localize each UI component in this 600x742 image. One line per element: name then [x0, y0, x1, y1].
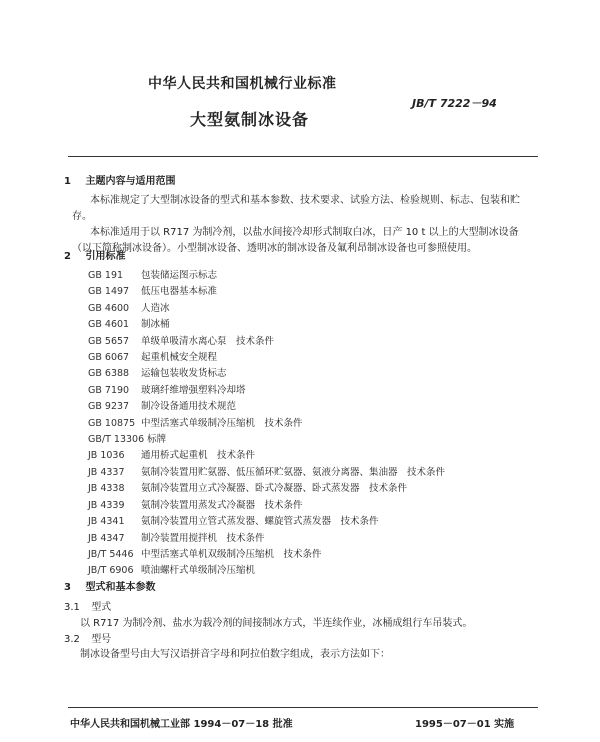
reference-code: GB 7190 — [88, 384, 130, 396]
reference-code: GB 9237 — [88, 401, 130, 413]
paragraph: 本标准规定了大型制冰设备的型式和基本参数、技术要求、试验方法、检验规则、标志、包装和贮存。 — [72, 195, 520, 222]
reference-title: 低压电器基本标准 — [141, 286, 218, 298]
paragraph: 本标准适用于以 R717 为制冷剂，以盐水间接冷却形式制取白冰，日产 10 t 以上的大型制冰设备（以下简称制冰设备）。小型制冰设备、透明冰的制冰设备及氟利昂制冰设备也可参照使用。 — [72, 227, 519, 254]
section-2-heading — [64, 247, 125, 262]
reference-title: 制冷装置用搅拌机 技术条件 — [141, 532, 265, 544]
subsection-title: 型式 — [91, 602, 112, 613]
reference-code: GB 4601 — [88, 319, 130, 331]
section-title: 引用标准 — [85, 251, 126, 262]
section-number: 2 — [64, 251, 71, 262]
section-3-heading — [64, 578, 155, 593]
subsection-3-2-heading — [64, 630, 111, 645]
section-1-heading — [64, 172, 175, 187]
subsection-number: 3.2 — [64, 634, 80, 645]
header-divider — [68, 156, 538, 157]
reference-title: 制冷设备通用技术规范 — [141, 401, 237, 413]
reference-item — [88, 268, 445, 284]
industry-standard-title: 中华人民共和国机械行业标准 — [148, 76, 337, 92]
reference-code: GB 191 — [88, 270, 124, 281]
effective-date: 1995－07－01 实施 — [415, 719, 515, 730]
reference-item — [88, 284, 445, 300]
reference-code: GB 6067 — [88, 352, 130, 364]
subsection-title: 型号 — [91, 634, 112, 645]
page-title: 大型氨制冰设备 — [190, 110, 310, 129]
reference-title: 氨制冷装置用立管式蒸发器、螺旋管式蒸发器 技术条件 — [141, 516, 379, 528]
reference-title: 包装储运图示标志 — [141, 270, 218, 281]
reference-list — [88, 268, 445, 580]
reference-title: 氨制冷装置用贮氨器、低压循环贮氨器、氨液分离器、集油器 技术条件 — [141, 466, 446, 478]
section-number: 3 — [64, 582, 71, 593]
reference-item — [88, 366, 445, 382]
reference-code: GB/T 13306 — [88, 434, 145, 446]
reference-item — [88, 350, 445, 366]
reference-title: 单级单吸清水离心泵 技术条件 — [141, 335, 275, 347]
reference-code: JB 4341 — [88, 516, 125, 528]
reference-item — [88, 334, 445, 350]
subsection-number: 3.1 — [64, 602, 80, 613]
reference-item — [88, 301, 445, 317]
reference-code: JB/T 5446 — [88, 548, 134, 560]
reference-item — [88, 531, 445, 547]
reference-title: 通用桥式起重机 技术条件 — [141, 450, 256, 462]
reference-title: 氨制冷装置用蒸发式冷凝器 技术条件 — [141, 499, 303, 511]
reference-code: JB 1036 — [88, 450, 125, 462]
reference-code: GB 10875 — [88, 417, 136, 429]
reference-title: 氨制冷装置用立式冷凝器、卧式冷凝器、卧式蒸发器 技术条件 — [141, 483, 408, 495]
reference-title: 运输包装收发货标志 — [141, 368, 227, 380]
standard-number: JB/T 7222－94 — [412, 97, 497, 110]
reference-item — [88, 481, 445, 497]
reference-item — [88, 317, 445, 333]
reference-title: 喷油螺杆式单级制冷压缩机 — [141, 565, 256, 577]
reference-code: JB/T 6906 — [88, 565, 134, 577]
reference-code: GB 5657 — [88, 335, 130, 347]
subsection-3-1-heading — [64, 598, 111, 613]
reference-title: 玻璃纤维增强塑料冷却塔 — [141, 384, 246, 396]
reference-item — [88, 416, 445, 432]
section-number: 1 — [64, 176, 71, 187]
reference-item — [88, 547, 445, 563]
reference-code: JB 4347 — [88, 532, 125, 544]
reference-title: 制冰桶 — [141, 319, 170, 331]
section-title: 型式和基本参数 — [85, 582, 156, 593]
reference-code: JB 4338 — [88, 483, 125, 495]
reference-item — [88, 432, 445, 448]
footer-divider — [68, 707, 538, 708]
approval-info: 中华人民共和国机械工业部 1994－07－18 批准 — [70, 719, 293, 730]
reference-item — [88, 465, 445, 481]
section-title: 主题内容与适用范围 — [85, 176, 176, 187]
subsection-3-2-text: 制冰设备型号由大写汉语拼音字母和阿拉伯数字组成，表示方法如下： — [80, 649, 390, 660]
reference-title: 人造冰 — [141, 302, 170, 314]
reference-item — [88, 448, 445, 464]
reference-code: JB 4337 — [88, 466, 125, 478]
reference-item — [88, 399, 445, 415]
reference-code: GB 4600 — [88, 302, 130, 314]
reference-item — [88, 498, 445, 514]
subsection-3-1-text: 以 R717 为制冷剂、盐水为载冷剂的间接制冰方式，半连续作业，冰桶成组行车吊装式。 — [80, 618, 473, 629]
reference-code: JB 4339 — [88, 499, 125, 511]
reference-title: 起重机械安全规程 — [141, 352, 218, 364]
reference-code: GB 6388 — [88, 368, 130, 380]
reference-code: GB 1497 — [88, 286, 130, 298]
reference-title: 标牌 — [147, 434, 167, 446]
reference-item — [88, 514, 445, 530]
reference-item — [88, 383, 445, 399]
reference-title: 中型活塞式单机双级制冷压缩机 技术条件 — [141, 548, 322, 560]
section-1-body — [72, 193, 534, 257]
reference-title: 中型活塞式单级制冷压缩机 技术条件 — [141, 417, 303, 429]
